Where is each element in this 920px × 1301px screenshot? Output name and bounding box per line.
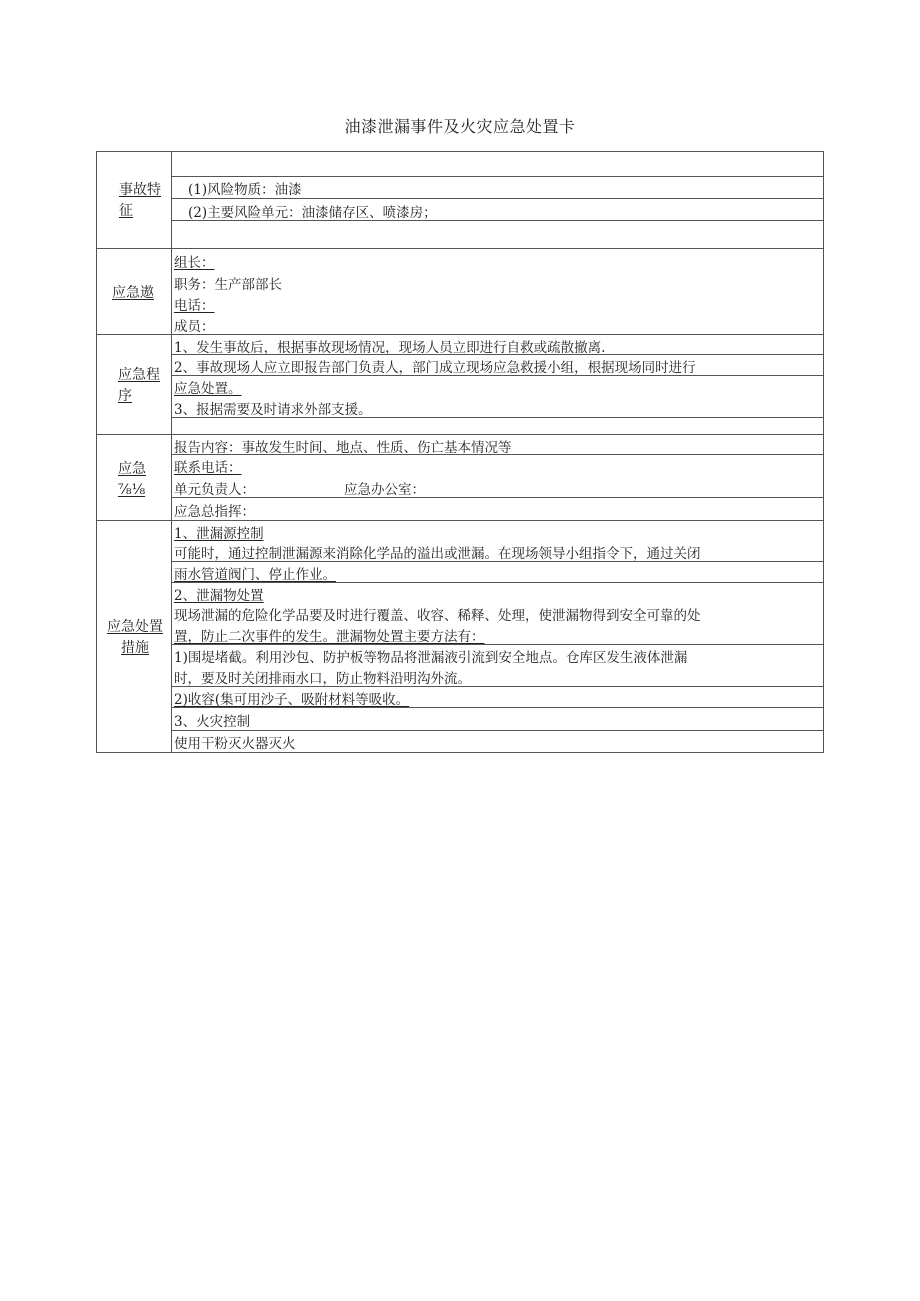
risk-unit: (2)主要风险单元：油漆储存区、喷漆房； — [188, 205, 437, 221]
leak-disposal-text-2: 置，防止二次事件的发生。泄漏物处置主要方法有： — [174, 629, 485, 645]
dike-interception-text-1: 1)围堤堵截。利用沙包、防护板等物品将泄漏液引流到安全地点。仓库区发生液体泄漏 — [174, 650, 688, 666]
emergency-measures-label-cell — [97, 521, 172, 752]
leak-source-control-text-1: 可能时，通过控制泄漏源来消除化学品的溢出或泄漏。在现场领导小组指令下，通过关闭 — [174, 546, 701, 562]
accident-feature-row — [97, 152, 823, 248]
leak-disposal-heading: 2、泄漏物处置 — [174, 588, 264, 604]
emergency-team-content — [172, 249, 823, 334]
collection-absorption: 2)收容(集可用沙子、吸附材料等吸收。 — [174, 692, 410, 708]
emergency-measures-label: 应急处置 措施 — [107, 619, 163, 656]
card-title: 油漆泄漏事件及火灾应急处置卡 — [344, 117, 576, 136]
emergency-measures-content — [172, 521, 823, 752]
leak-disposal-text-1: 现场泄漏的危险化学品要及时进行覆盖、收容、稀释、处理，使泄漏物得到安全可靠的处 — [174, 608, 701, 624]
team-leader: 组长： — [174, 255, 215, 271]
emergency-card-table — [96, 151, 824, 753]
team-members: 成员： — [174, 319, 215, 335]
team-phone: 电话： — [174, 298, 215, 314]
emergency-report-row — [97, 434, 823, 520]
fire-control-text: 使用干粉灭火器灭火 — [174, 736, 296, 752]
dike-interception-text-2: 时，要及时关闭排雨水口，防止物料沿明沟外流。 — [174, 671, 471, 687]
accident-feature-label-cell — [97, 152, 172, 248]
report-commander: 应急总指挥： — [174, 504, 255, 520]
procedure-step-2-cont: 应急处置。 — [174, 381, 242, 397]
emergency-measures-row — [97, 520, 823, 752]
report-content: 报告内容：事故发生时间、地点、性质、伤亡基本情况等 — [174, 440, 512, 456]
emergency-team-label: 应急遨 — [112, 285, 154, 301]
emergency-report-label: 应急 ⅞⅛ — [118, 461, 146, 498]
emergency-team-label-cell — [97, 249, 172, 334]
emergency-procedure-label: 应急程 序 — [118, 367, 160, 404]
fire-control-heading: 3、火灾控制 — [174, 714, 251, 730]
procedure-step-2: 2、事故现场人应立即报告部门负责人，部门成立现场应急救援小组，根据现场同时进行 — [174, 360, 696, 376]
accident-feature-label: 事故特 征 — [119, 182, 161, 219]
procedure-step-3: 3、报据需要及时请求外部支援。 — [174, 402, 372, 418]
emergency-procedure-row — [97, 334, 823, 434]
report-emergency-office: 应急办公室： — [344, 482, 425, 498]
team-position: 职务：生产部部长 — [174, 277, 282, 293]
leak-source-control-text-2: 雨水管道阀门、停止作业。 — [174, 567, 336, 583]
emergency-report-content — [172, 435, 823, 520]
procedure-step-1: 1、发生事故后，根据事故现场情况，现场人员立即进行自救或疏散撤离. — [174, 340, 606, 356]
report-phone: 联系电话： — [174, 460, 242, 476]
accident-feature-content — [172, 152, 823, 248]
report-unit-head: 单元负责人： — [174, 482, 255, 498]
leak-source-control-heading: 1、泄漏源控制 — [174, 526, 264, 542]
risk-substance: (1)风险物质：油漆 — [188, 182, 302, 198]
emergency-team-row — [97, 248, 823, 334]
emergency-procedure-content — [172, 335, 823, 434]
emergency-report-label-cell — [97, 435, 172, 520]
emergency-procedure-label-cell — [97, 335, 172, 434]
